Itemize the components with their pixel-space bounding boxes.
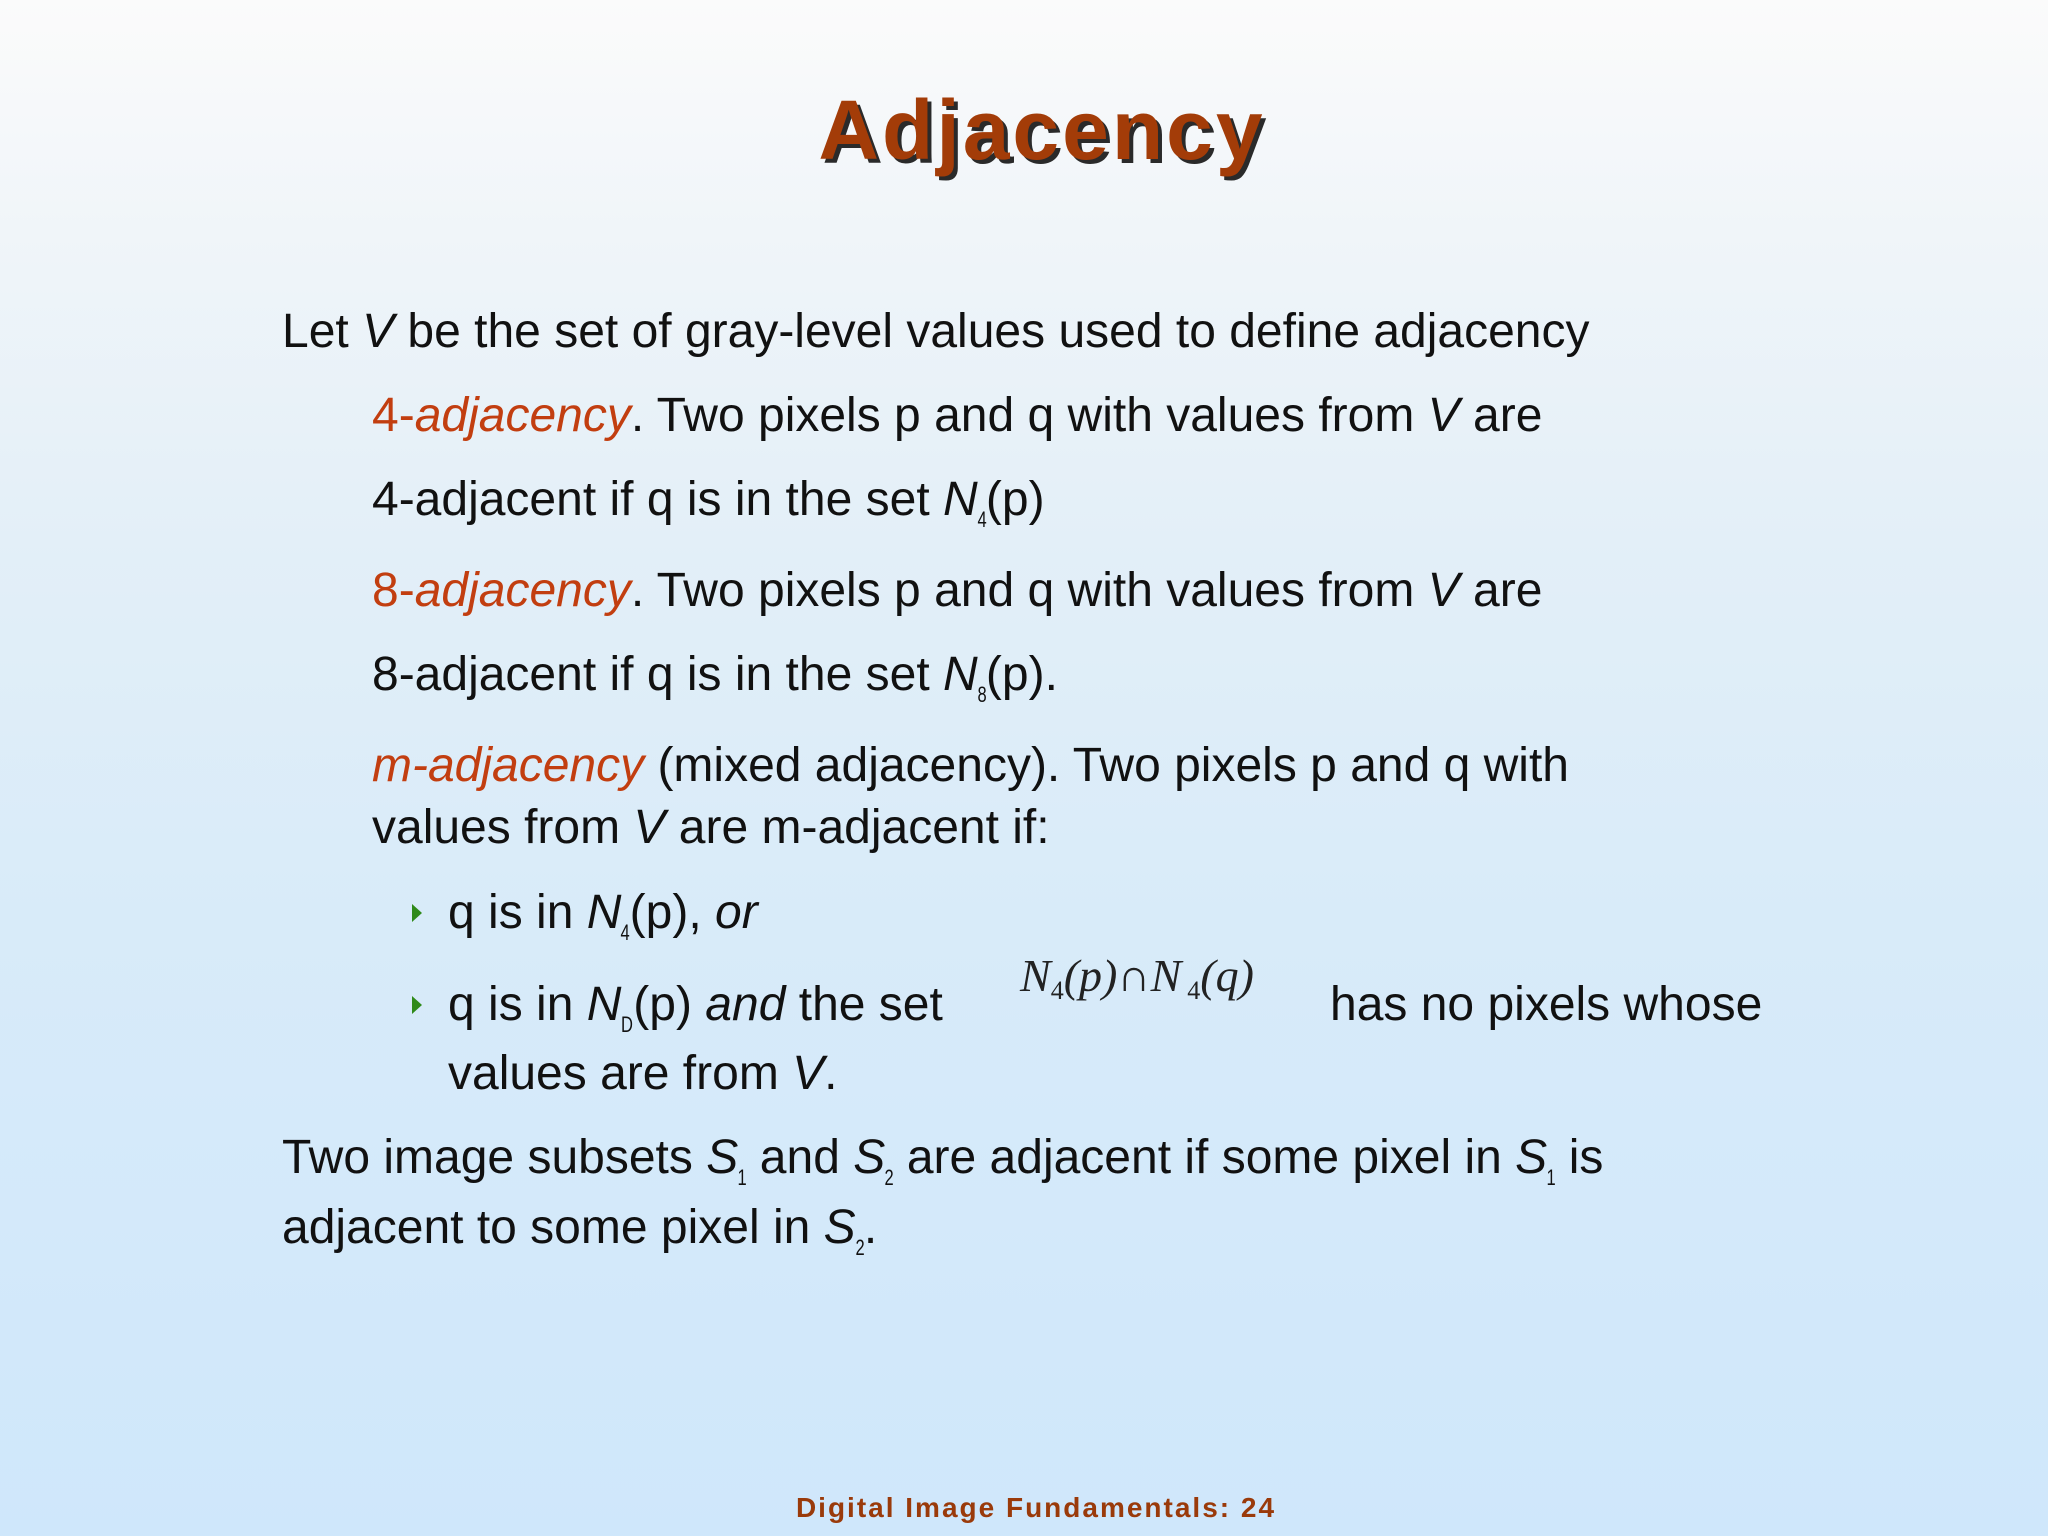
subsets-text: Two image subsets [282,1131,707,1184]
subsets-text2: adjacent to some pixel in [282,1201,824,1254]
subscript: 8 [977,682,987,707]
intersection-formula [1020,948,1254,1019]
m-adjacency-line2 [372,800,1050,856]
subsets-line1 [282,1130,1603,1206]
bullet-arrow-icon [412,996,422,1014]
bullet-2-set: the set [785,978,943,1031]
intersection-symbol: ∩ [1117,950,1151,1001]
formula-arg2: (q) [1200,950,1254,1001]
set-v: V [1427,564,1460,617]
eight-adjacency-text-end: are [1459,564,1543,617]
four-adjacency-text2-end: (p) [985,473,1045,526]
neighborhood-n: N [586,886,622,939]
bullet-2-line2-text: values are from [448,1047,793,1100]
intro-text: Let [282,305,363,358]
slide-footer: Digital Image Fundamentals: 24 [795,1492,1277,1523]
eight-adjacency-line2 [372,647,1058,723]
bullet-2-text: q is in [448,978,587,1031]
four-adjacency-term: adjacency [414,389,631,442]
eight-adjacency-term: adjacency [414,564,631,617]
neighborhood-n: N [586,978,622,1031]
neighborhood-n: N [942,648,978,701]
bullet-item-2 [448,977,943,1053]
subscript: 4 [977,507,987,532]
bullet-2-and: and [705,978,786,1031]
eight-adjacency-text2-end: (p). [985,648,1058,701]
set-v: V [633,801,666,854]
m-adjacency-text2-end: are m-adjacent if: [665,801,1050,854]
subscript: 2 [884,1165,894,1190]
formula-n1: N [1020,950,1051,1001]
eight-adjacency-text: . Two pixels p and q with values from [630,564,1428,617]
subsets-text-end: is [1555,1131,1604,1184]
slide-title: Adjacency [818,83,1266,177]
four-adjacency-text: . Two pixels p and q with values from [630,389,1428,442]
subset-s: S [853,1131,886,1184]
eight-adjacency-line1 [372,563,1542,619]
four-adjacency-line1 [372,388,1542,444]
formula-n2: N [1150,950,1182,1001]
bullet-2-line2 [448,1046,838,1102]
m-adjacency-line1 [372,738,1569,794]
subsets-text2-end: . [863,1201,878,1254]
bullet-arrow-icon [412,904,422,922]
eight-adjacency-text2: 8-adjacent if q is in the set [372,648,943,701]
formula-sub1: 4 [1050,976,1064,1005]
intro-text-end: be the set of gray-level values used to define adjacency [394,305,1590,358]
four-adjacency-line2 [372,472,1045,548]
subsets-text-and: and [746,1131,854,1184]
bullet-item-1 [448,885,758,961]
set-v: V [792,1047,825,1100]
m-adjacency-term: m-adjacency [372,739,645,792]
bullet-1-text: q is in [448,886,587,939]
m-adjacency-text2: values from [372,801,634,854]
neighborhood-n: N [942,473,978,526]
four-adjacency-text-end: are [1459,389,1543,442]
subscript: D [621,1012,634,1037]
eight-adjacency-term-lead: 8- [372,564,415,617]
bullet-2-line2-end: . [824,1047,838,1100]
bullet-1-or: or [715,886,758,939]
four-adjacency-term-lead: 4- [372,389,415,442]
m-adjacency-text: (mixed adjacency). Two pixels p and q with [644,739,1569,792]
formula-sub2: 4 [1187,976,1201,1005]
set-v: V [362,305,395,358]
bullet-1-text-mid: (p), [629,886,715,939]
set-v: V [1427,389,1460,442]
subset-s: S [1515,1131,1548,1184]
subsets-line2 [282,1200,877,1276]
bullet-2-text-mid: (p) [633,978,706,1031]
subscript: 1 [737,1165,747,1190]
subscript: 4 [620,920,631,945]
subset-s: S [706,1131,739,1184]
subscript: 1 [1546,1165,1556,1190]
intro-line [282,304,1589,360]
subscript: 2 [855,1235,865,1260]
bullet-2-rest: has no pixels whose [1330,978,1763,1031]
subsets-text-mid: are adjacent if some pixel in [893,1131,1516,1184]
four-adjacency-text2: 4-adjacent if q is in the set [372,473,943,526]
formula-arg1: (p) [1063,950,1118,1001]
subset-s: S [823,1201,856,1254]
